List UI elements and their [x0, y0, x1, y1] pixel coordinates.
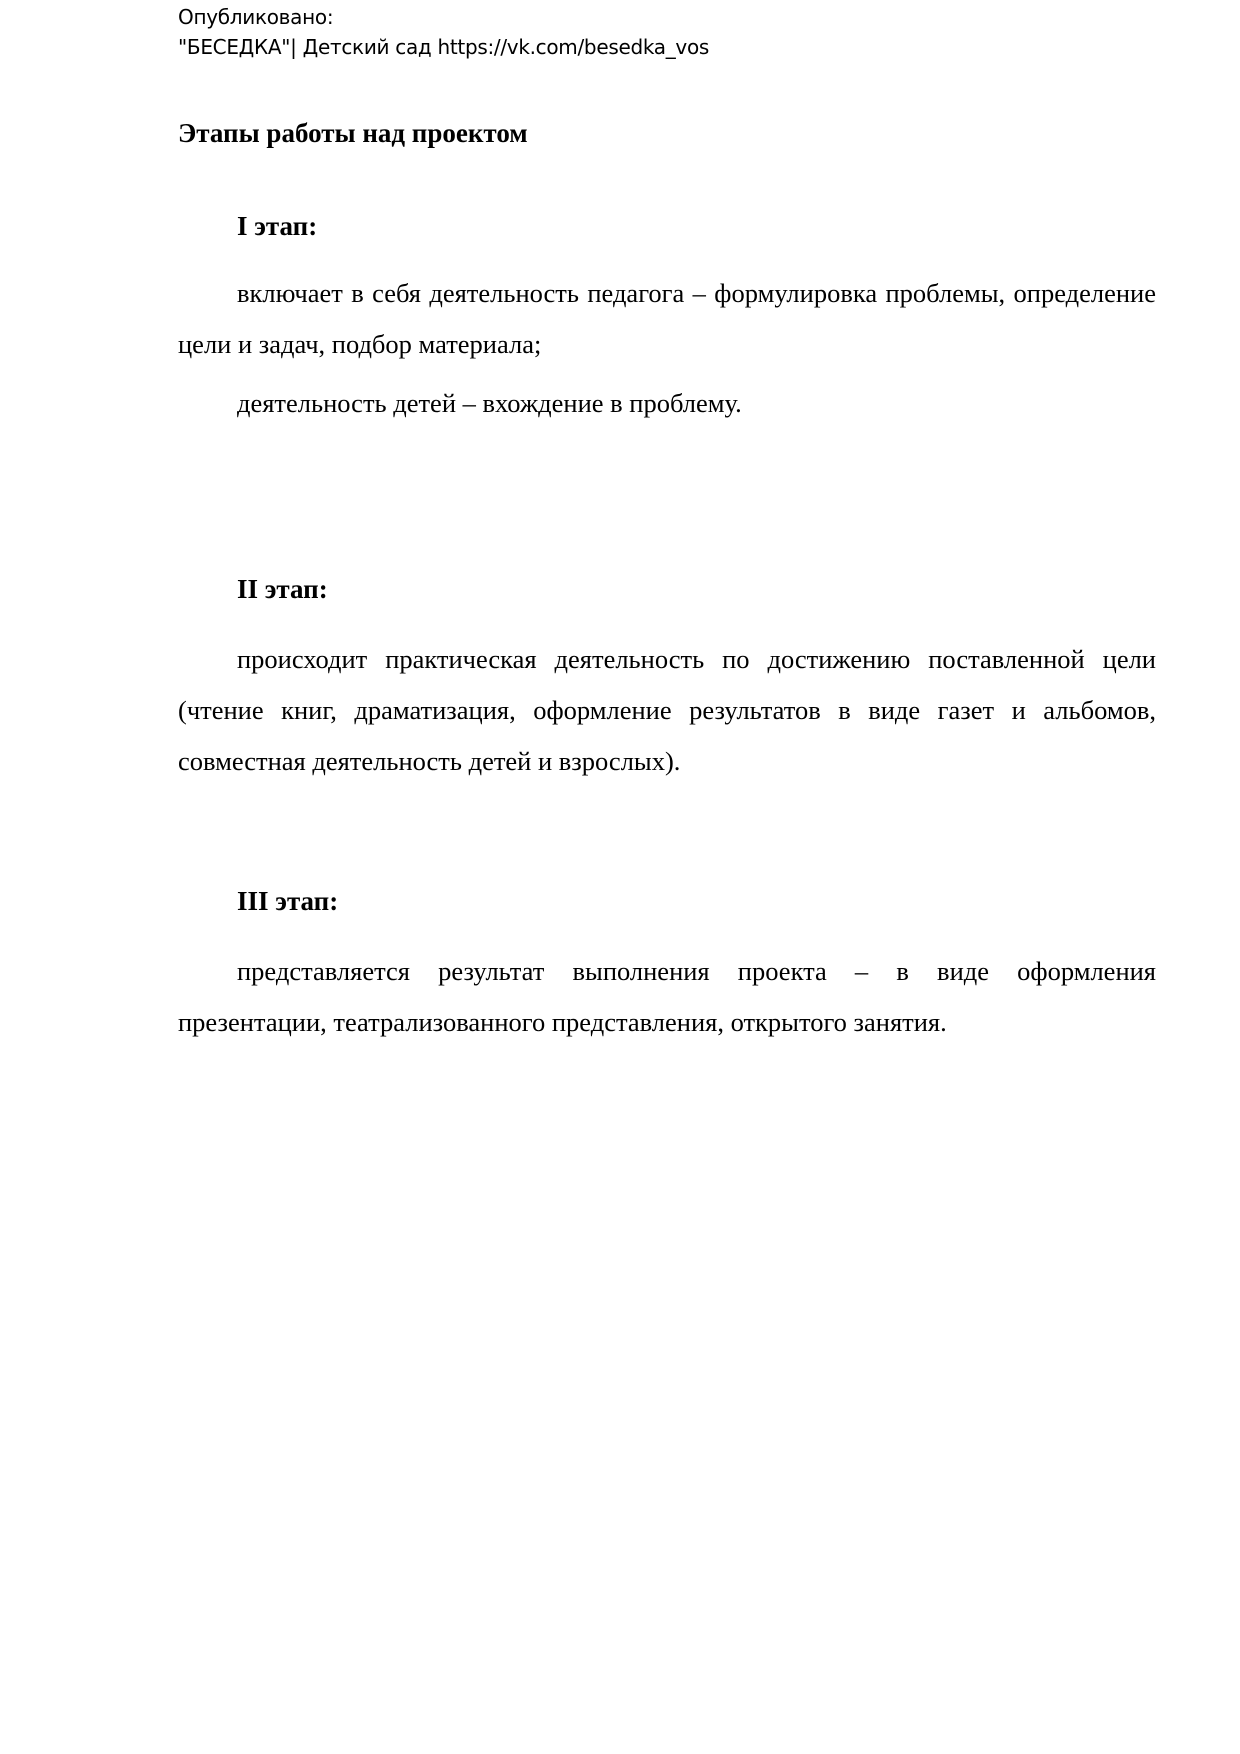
stage-2-paragraph-1: происходит практическая деятельность по достижению поставленной цели (чтение книг, драматизация, оформление результатов в виде газет и альбомов, совместная деятельность детей и взрослых). [178, 644, 1156, 776]
stage-1-paragraph-2: деятельность детей – вхождение в проблему. [237, 388, 742, 418]
header-published-label: Опубликовано: [178, 5, 334, 29]
stage-1-paragraph-1: включает в себя деятельность педагога – формулировка проблемы, определение цели и задач, подбор материала; [178, 278, 1156, 359]
publication-header [178, 2, 709, 62]
stage-3-heading: III этап: [237, 886, 339, 916]
stage-3-paragraph-1: представляется результат выполнения проекта – в виде оформления презентации, театрализованного представления, открытого занятия. [178, 956, 1156, 1037]
stage-1-heading: I этап: [237, 211, 318, 241]
header-source-line: "БЕСЕДКА"| Детский сад https://vk.com/besedka_vos [178, 35, 710, 59]
stage-2-heading: II этап: [237, 574, 328, 604]
document-title: Этапы работы над проектом [178, 118, 528, 148]
